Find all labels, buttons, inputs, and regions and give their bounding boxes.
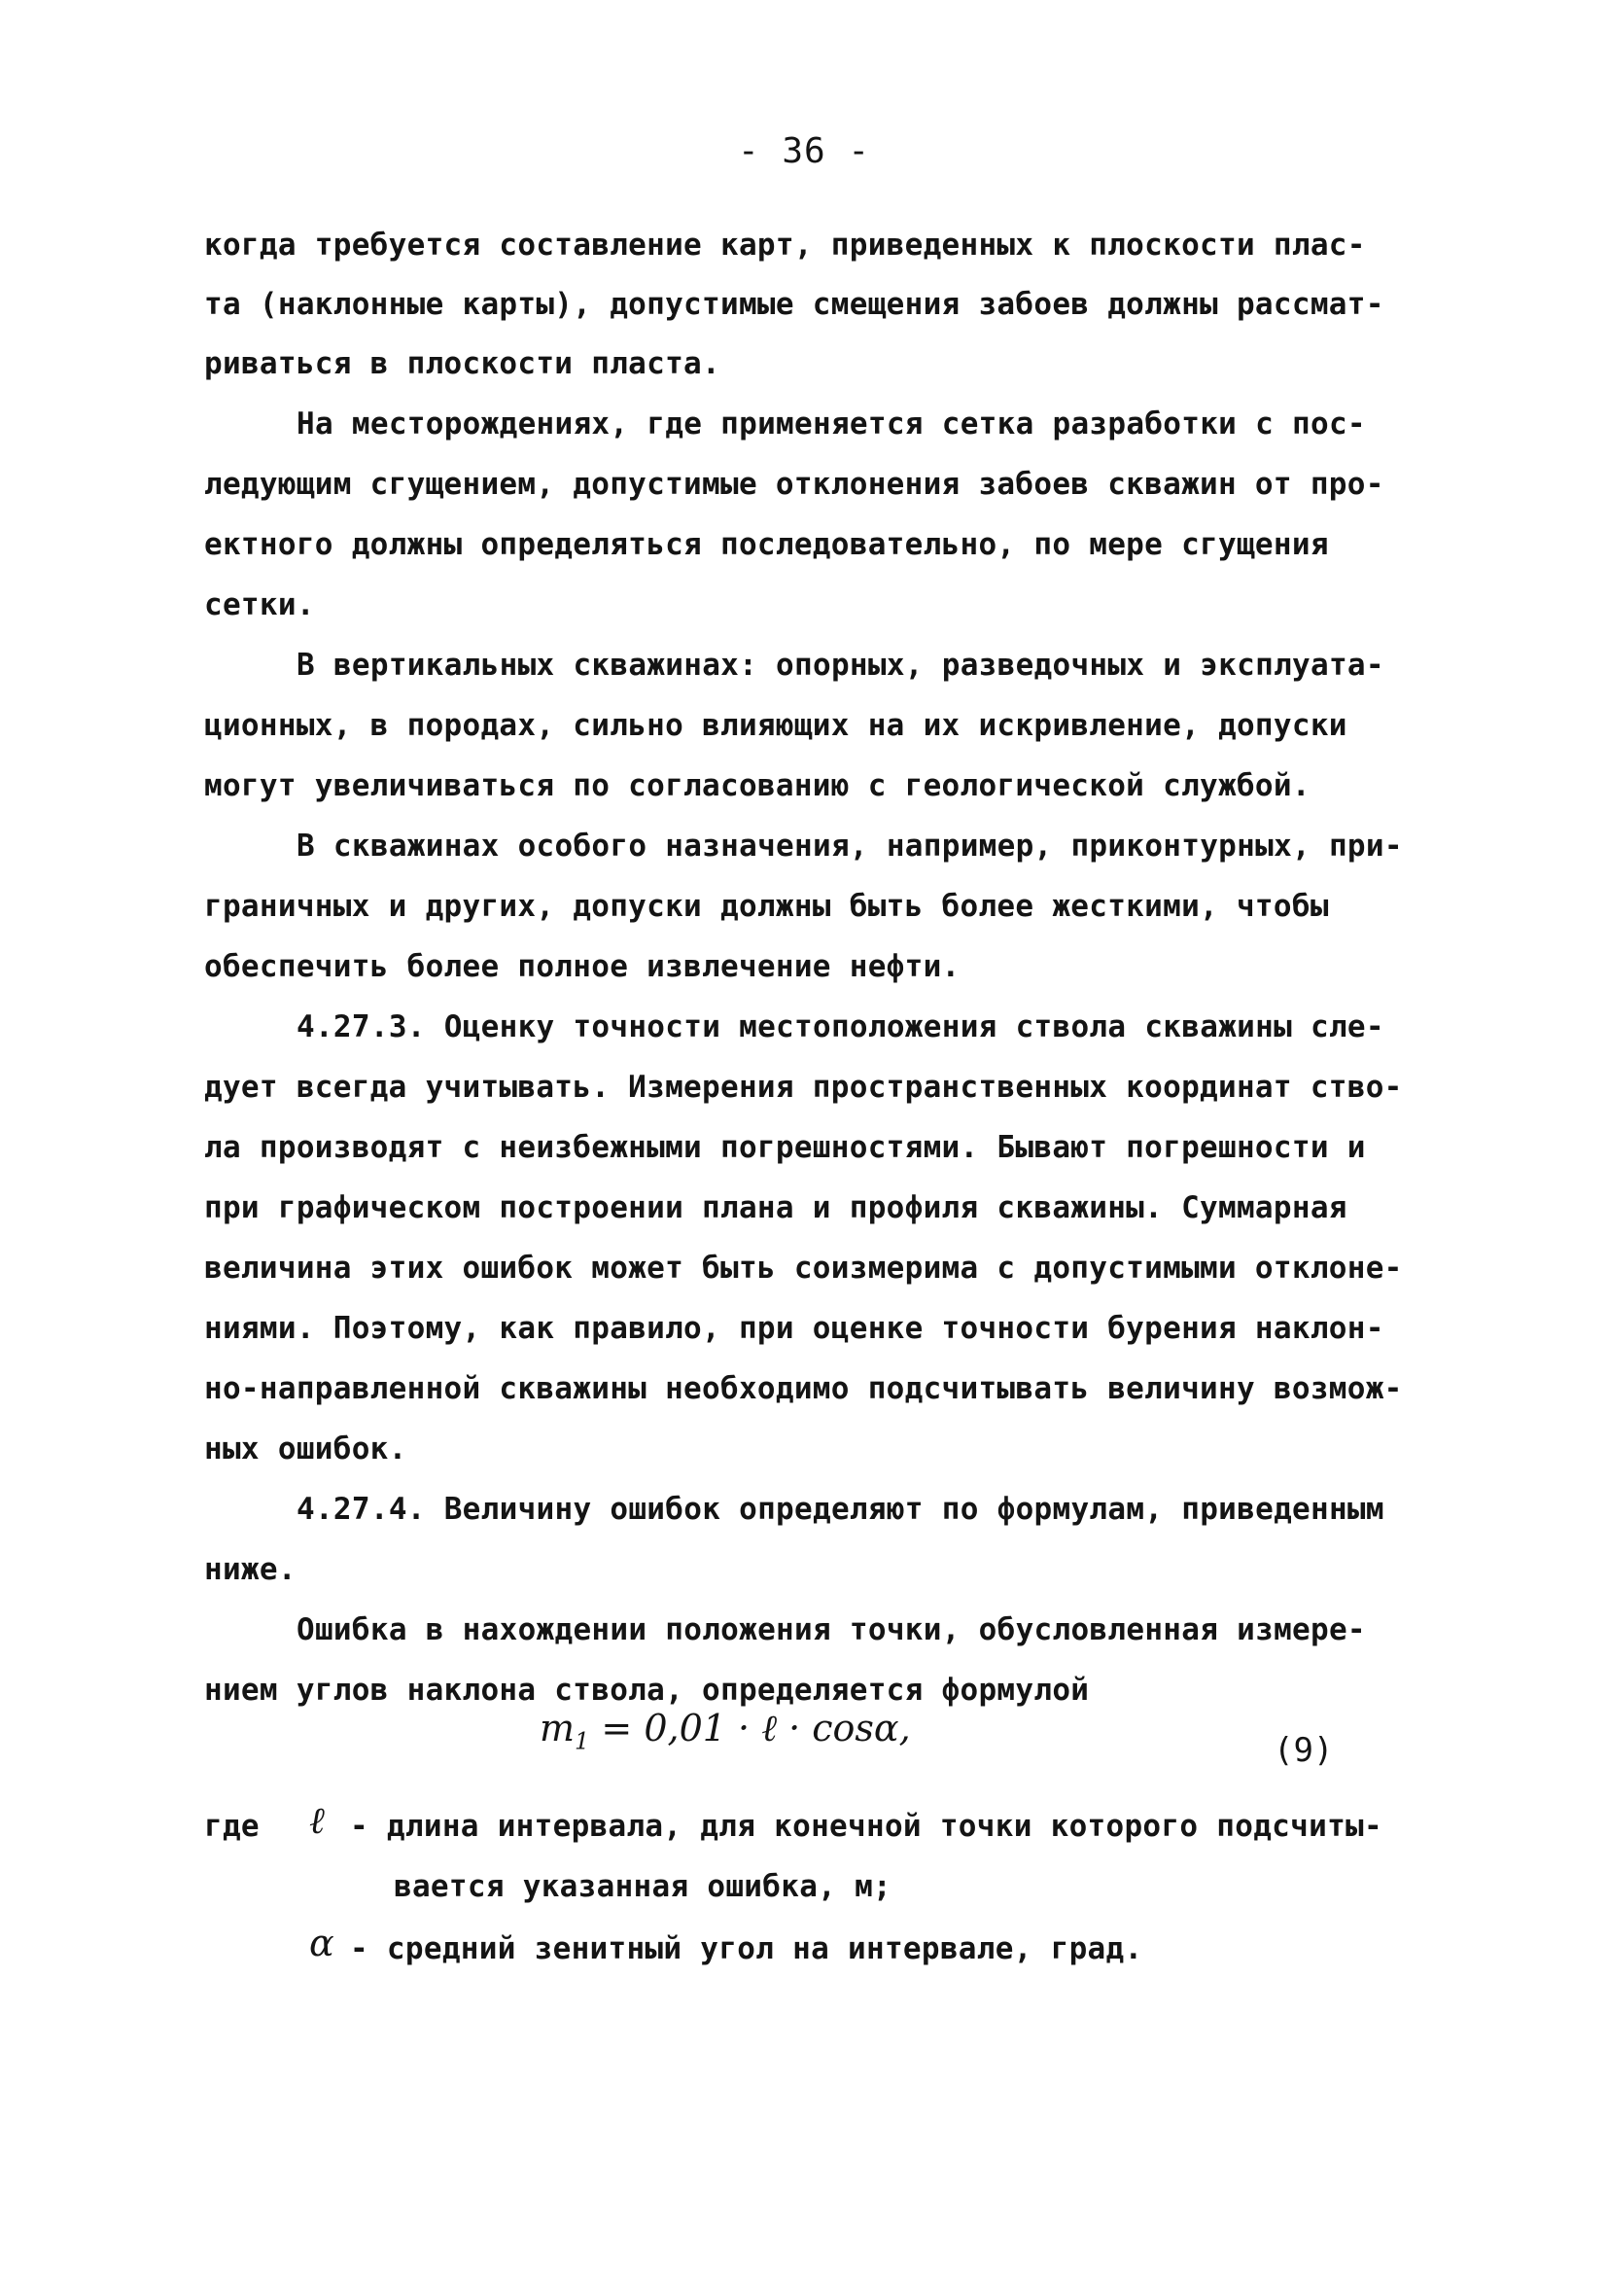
text-line: На месторождениях, где применяется сетка разработки с пос-	[297, 406, 1366, 442]
text-line: ектного должны определяться последовательно, по мере сгущения	[204, 527, 1329, 562]
text-line: Ошибка в нахождении положения точки, обусловленная измере-	[297, 1612, 1366, 1647]
formula-lhs: m	[540, 1707, 576, 1749]
equation-number: (9)	[1274, 1731, 1334, 1770]
text-line: могут увеличиваться по согласованию с геологической службой.	[204, 768, 1311, 803]
definition-l-line2: вается указанная ошибка, м;	[394, 1869, 892, 1904]
text-line: нием углов наклона ствола, определяется формулой	[204, 1673, 1090, 1708]
text-line: при графическом построении плана и профиля скважины. Суммарная	[204, 1190, 1347, 1225]
text-line: В вертикальных скважинах: опорных, разведочных и эксплуата-	[297, 648, 1384, 683]
text-line: ниями. Поэтому, как правило, при оценке точности бурения наклон-	[204, 1311, 1384, 1346]
text-line: ла производят с неизбежными погрешностями. Бывают погрешности и	[204, 1130, 1366, 1165]
definition-l-line1: - длина интервала, для конечной точки которого подсчиты-	[350, 1809, 1382, 1844]
text-line: та (наклонные карты), допустимые смещения забоев должны рассмат-	[204, 287, 1384, 322]
definition-alpha: - средний зенитный угол на интервале, град.	[350, 1931, 1143, 1966]
text-line: обеспечить более полное извлечение нефти.	[204, 949, 961, 984]
text-line: ционных, в породах, сильно влияющих на их искривление, допуски	[204, 708, 1347, 743]
where-label: где	[204, 1809, 260, 1844]
symbol-alpha: α	[309, 1922, 334, 1964]
text-line: ниже.	[204, 1552, 297, 1587]
text-line: дует всегда учитывать. Измерения пространственных координат ство-	[204, 1070, 1403, 1105]
text-line: 4.27.4. Величину ошибок определяют по формулам, приведенным	[297, 1492, 1384, 1527]
formula-rhs: = 0,01 · ℓ · cosα,	[601, 1707, 911, 1749]
text-line: В скважинах особого назначения, например, приконтурных, при-	[297, 829, 1403, 864]
text-line: граничных и других, допуски должны быть более жесткими, чтобы	[204, 889, 1329, 924]
text-line: но-направленной скважины необходимо подсчитывать величину возмож-	[204, 1371, 1403, 1406]
text-line: риваться в плоскости пласта.	[204, 346, 720, 381]
text-line: ных ошибок.	[204, 1431, 407, 1466]
page-number: - 36 -	[737, 131, 871, 171]
text-line: сетки.	[204, 587, 315, 622]
text-line: 4.27.3. Оценку точности местоположения ствола скважины сле-	[297, 1009, 1384, 1044]
formula	[540, 1707, 911, 1755]
formula-subscript: 1	[575, 1727, 590, 1755]
text-line: величина этих ошибок может быть соизмерима с допустимыми отклоне-	[204, 1251, 1403, 1286]
text-line: когда требуется составление карт, приведенных к плоскости плас-	[204, 228, 1366, 263]
symbol-l: ℓ	[309, 1799, 325, 1842]
text-line: ледующим сгущением, допустимые отклонения забоев скважин от про-	[204, 467, 1384, 502]
